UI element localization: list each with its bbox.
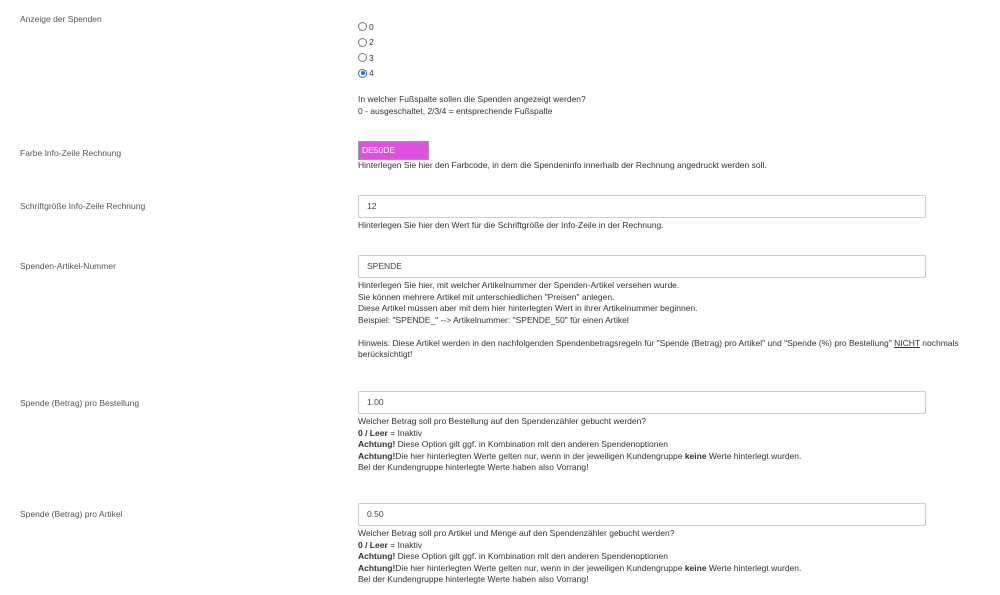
donation-display-label: Anzeige der Spenden — [20, 14, 102, 24]
font-size-label: Schriftgröße Info-Zeile Rechnung — [20, 201, 146, 211]
donation-display-help — [358, 94, 586, 117]
article-number-note — [358, 338, 998, 361]
info-color-label: Farbe Info-Zeile Rechnung — [20, 148, 122, 158]
radio-label-4: 4 — [369, 68, 374, 79]
radio-option-4[interactable] — [358, 66, 374, 82]
note-emphasis: NICHT — [894, 337, 920, 348]
per-order-help — [358, 416, 801, 474]
help-line: Sie können mehrere Artikel mit unterschiedlichen "Preisen" anlegen. — [358, 291, 615, 302]
radio-label-0: 0 — [369, 21, 374, 32]
help-line: Achtung!Die hier hinterlegten Werte gelten nur, wenn in der jeweiligen Kundengruppe keine Werte hinterlegt wurden. — [358, 450, 802, 461]
note-text: Hinweis: Diese Artikel werden in den nachfolgenden Spendenbetragsregeln für "Spende (Betrag) pro Artikel" und "Spende (%) pro Bestellung" — [358, 337, 895, 348]
font-size-help — [358, 220, 664, 232]
help-line: Bei der Kundengruppe hinterlegte Werte haben also Vorrang! — [358, 574, 589, 584]
article-number-input[interactable]: SPENDE — [358, 255, 926, 278]
help-line: Achtung! Diese Option gilt ggf. in Kombination mit den anderen Spendenoptionen — [358, 439, 668, 449]
per-article-help — [358, 528, 801, 586]
help-line: Welcher Betrag soll pro Artikel und Menge auf den Spendenzähler gebucht werden? — [358, 528, 675, 538]
radio-button-0[interactable] — [358, 22, 367, 31]
article-number-help — [358, 280, 998, 361]
radio-label-2: 2 — [369, 37, 374, 48]
help-line: Welcher Betrag soll pro Bestellung auf den Spendenzähler gebucht werden? — [358, 416, 647, 426]
help-line: Achtung! Diese Option gilt ggf. in Kombination mit den anderen Spendenoptionen — [358, 551, 668, 561]
help-line: 0 - ausgeschaltet, 2/3/4 = entsprechende Fußspalte — [358, 105, 553, 116]
per-order-label: Spende (Betrag) pro Bestellung — [20, 398, 140, 408]
info-color-help — [358, 160, 767, 172]
font-size-input[interactable]: 12 — [358, 195, 926, 218]
info-color-input[interactable]: DE50DE — [358, 141, 429, 160]
help-line: Hinterlegen Sie hier den Farbcode, in dem die Spendeninfo innerhalb der Rechnung angedruckt werden soll. — [358, 160, 767, 170]
radio-button-3[interactable] — [358, 53, 367, 62]
note-text-end: nochmals berücksichtigt! — [358, 337, 959, 359]
help-line: Diese Artikel müssen aber mit dem hier hinterlegten Wert in ihrer Artikelnummer beginnen. — [358, 303, 698, 313]
help-line: In welcher Fußspalte sollen die Spenden angezeigt werden? — [358, 94, 586, 104]
per-article-input[interactable]: 0.50 — [358, 503, 926, 526]
help-line: 0 / Leer = Inaktiv — [358, 539, 423, 550]
help-line: 0 / Leer = Inaktiv — [358, 427, 423, 438]
help-line: Achtung!Die hier hinterlegten Werte gelten nur, wenn in der jeweiligen Kundengruppe keine Werte hinterlegt wurden. — [358, 562, 802, 573]
per-order-input[interactable]: 1.00 — [358, 391, 926, 414]
radio-option-0[interactable] — [358, 19, 374, 35]
donation-display-radio-group — [358, 19, 374, 81]
article-number-label: Spenden-Artikel-Nummer — [20, 261, 116, 271]
per-article-label: Spende (Betrag) pro Artikel — [20, 509, 123, 519]
help-line: Hinterlegen Sie hier den Wert für die Schriftgröße der Info-Zeile in der Rechnung. — [358, 220, 664, 230]
radio-button-4[interactable] — [358, 69, 367, 78]
radio-label-3: 3 — [369, 52, 374, 63]
radio-option-2[interactable] — [358, 35, 374, 51]
help-line: Bei der Kundengruppe hinterlegte Werte haben also Vorrang! — [358, 462, 589, 472]
radio-button-2[interactable] — [358, 38, 367, 47]
help-line: Beispiel: "SPENDE_" --> Artikelnummer: "SPENDE_50" für einen Artikel — [358, 314, 629, 325]
radio-option-3[interactable] — [358, 50, 374, 66]
spacer — [358, 326, 998, 338]
help-line: Hinterlegen Sie hier, mit welcher Artikelnummer der Spenden-Artikel versehen wurde. — [358, 280, 680, 290]
